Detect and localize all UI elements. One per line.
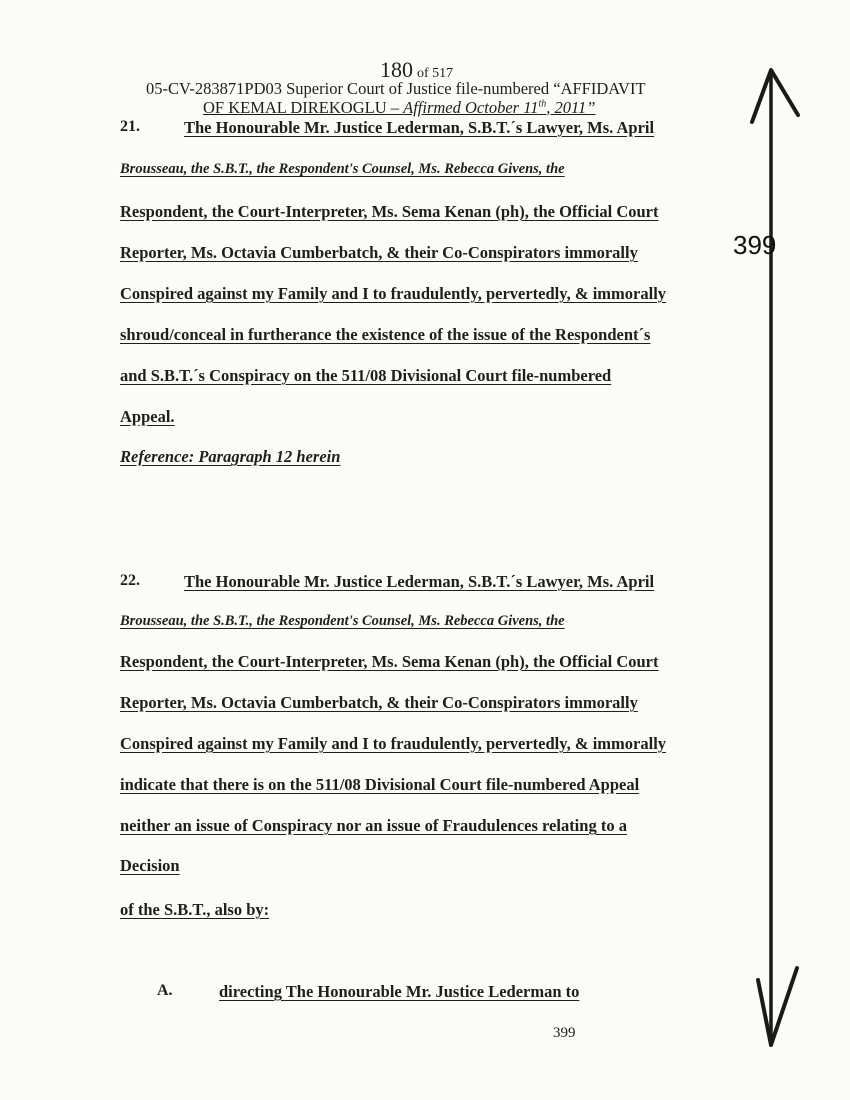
paragraph-22-line: Decision xyxy=(120,856,180,875)
double-arrow-icon xyxy=(740,60,810,1060)
header-line2-main: OF KEMAL DIREKOGLU – xyxy=(203,98,404,117)
header-line2-sup: th xyxy=(538,98,547,110)
paragraph-21-line: The Honourable Mr. Justice Lederman, S.B.T.´s Lawyer, Ms. April xyxy=(184,118,655,137)
paragraph-22-line: Respondent, the Court-Interpreter, Ms. Sema Kenan (ph), the Official Court xyxy=(120,652,659,671)
paragraph-22-line: Conspired against my Family and I to fraudulently, pervertedly, & immorally xyxy=(120,734,667,753)
paragraph-21-line: Reporter, Ms. Octavia Cumberbatch, & their Co-Conspirators immorally xyxy=(120,243,638,262)
header-line2-date: Affirmed October 11 xyxy=(403,98,539,117)
paragraph-21-line: and S.B.T.´s Conspiracy on the 511/08 Divisional Court file-numbered xyxy=(120,366,612,385)
paragraph-22-number: 22. xyxy=(120,572,140,589)
subitem-label: A. xyxy=(157,982,173,999)
margin-annotation: 399 xyxy=(733,230,777,260)
paragraph-21-reference: Reference: Paragraph 12 herein xyxy=(120,447,341,466)
paragraph-22-line: The Honourable Mr. Justice Lederman, S.B.T.´s Lawyer, Ms. April xyxy=(184,572,655,591)
paragraph-22-line: neither an issue of Conspiracy nor an issue of Fraudulences relating to a xyxy=(120,816,627,835)
paragraph-22-line: Reporter, Ms. Octavia Cumberbatch, & their Co-Conspirators immorally xyxy=(120,693,638,712)
paragraph-21-line: Brousseau, the S.B.T., the Respondent's Counsel, Ms. Rebecca Givens, the xyxy=(120,161,565,177)
paragraph-21-line: shroud/conceal in furtherance the existence of the issue of the Respondent´s xyxy=(120,325,651,344)
paragraph-21-line: Appeal. xyxy=(120,407,175,426)
header-title-line1: 05-CV-283871PD03 Superior Court of Justice file-numbered “AFFIDAVIT xyxy=(146,79,646,98)
paragraph-22-line: indicate that there is on the 511/08 Divisional Court file-numbered Appeal xyxy=(120,775,640,794)
paragraph-21-number: 21. xyxy=(120,118,140,135)
paragraph-21-line: Respondent, the Court-Interpreter, Ms. Sema Kenan (ph), the Official Court xyxy=(120,202,659,221)
paragraph-21-line: Conspired against my Family and I to fraudulently, pervertedly, & immorally xyxy=(120,284,667,303)
header-title-line2 xyxy=(148,98,643,118)
subitem-text: directing The Honourable Mr. Justice Lederman to xyxy=(219,982,580,1001)
page-current: 180 xyxy=(380,57,413,82)
header-line2-date-end: , 2011” xyxy=(546,98,596,117)
paragraph-22-line: of the S.B.T., also by: xyxy=(120,900,270,919)
page-total: of 517 xyxy=(417,66,454,81)
paragraph-22-line: Brousseau, the S.B.T., the Respondent's Counsel, Ms. Rebecca Givens, the xyxy=(120,613,565,629)
footer-page-number: 399 xyxy=(553,1025,576,1041)
